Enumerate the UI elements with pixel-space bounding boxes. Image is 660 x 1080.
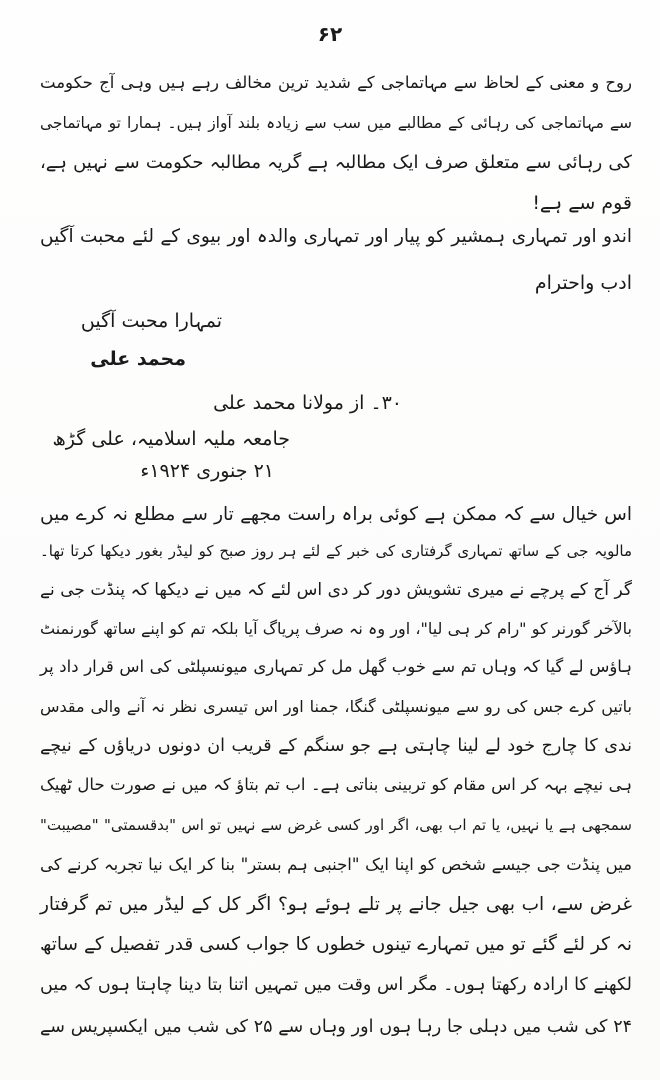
text-line: باتیں کرے جس کی رو سے میونسپلٹی گنگا، جمنا اور اس تیسری نظر نہ آنے والی مقدس	[40, 697, 632, 716]
letter-date: ۲۱ جنوری ۱۹۲۴ء	[140, 460, 274, 482]
signature: محمد علی	[90, 348, 186, 370]
text-line: ادب واحترام	[534, 272, 632, 294]
text-line: بالآخر گورنر کو "رام کر ہی لیا"، اور وہ نہ صرف پریاگ آیا بلکہ تم کو اپنے ساتھ گورنمنٹ	[40, 619, 632, 638]
text-line: سمجھی ہے یا نہیں، یا تم اب بھی، اگر اور کسی غرض سے نہیں تو اس "بدقسمتی" "مصیبت"	[40, 816, 632, 834]
letter-heading: ۳۰۔ از مولانا محمد علی	[213, 392, 402, 414]
text-line: اندو اور تمہاری ہمشیر کو پیار اور تمہاری والدہ اور بیوی کے لئے محبت آگیں	[40, 226, 632, 247]
text-line: کی رہائی سے متعلق صرف ایک مطالبہ ہے گریہ مطالبہ حکومت سے نہیں ہے،	[40, 152, 632, 173]
text-line: روح و معنی کے لحاظ سے مہاتماجی کے شدید ترین مخالف رہے ہیں وہی آج حکومت	[40, 73, 632, 92]
page-number: ۶۲	[317, 22, 343, 46]
text-line: سے مہاتماجی کی رہائی کے مطالبے میں سب سے زیادہ بلند آواز ہیں۔ ہمارا تو مہاتماجی	[40, 114, 632, 132]
text-line: لکھنے کا ارادہ رکھتا ہوں۔ مگر اس وقت میں تمہیں اتنا بتا دینا چاہتا ہوں کہ میں	[40, 975, 632, 995]
sender-address: جامعہ ملیہ اسلامیہ، علی گڑھ	[52, 428, 290, 450]
text-line: اس خیال سے کہ ممکن ہے کوئی براہ راست مجھے تار سے مطلع نہ کرے میں	[40, 504, 632, 525]
text-line: نہ کر لئے گئے تو میں تمہارے تینوں خطوں کا جواب کسی قدر تفصیل کے ساتھ	[40, 934, 632, 955]
text-line: ہی نیچے بہہ کر اس مقام کو تربینی بناتی ہے۔ اب تم بتاؤ کہ میں نے صورت حال ٹھیک	[40, 775, 632, 794]
text-line: میں پنڈت جی جیسے شخص کو اپنا ایک "اجنبی ہم بستر" بنا کر ایک نیا تجربہ کرنے کی	[40, 855, 632, 874]
closing: تمہارا محبت آگیں	[80, 310, 222, 332]
text-line: ندی کا چارج خود لے لینا چاہتی ہے جو سنگم کے قریب ان دونوں دریاؤں کے نیچے	[40, 736, 632, 756]
text-line: ۲۴ کی شب میں دہلی جا رہا ہوں اور وہاں سے ۲۵ کی شب میں ایکسپریس سے	[40, 1017, 632, 1037]
text-line: مالویہ جی کے ساتھ تمہاری گرفتاری کی خبر کے لئے ہر روز صبح کو لیڈر بغور دیکھا کرتا تھا۔	[40, 542, 632, 560]
text-line: غرض سے، اب بھی جیل جانے پر تلے ہوئے ہو؟ اگر کل کے لیڈر میں تم گرفتار	[40, 894, 632, 915]
text-line: گر آج کے پرچے نے میری تشویش دور کر دی اس لئے کہ میں نے دیکھا کہ پنڈت جی نے	[40, 580, 632, 600]
text-line: ہاؤس لے گیا کہ وہاں تم سے خوب گھل مل کر تمہاری میونسپلٹی کی اس قرار داد پر	[40, 657, 632, 676]
text-line: قوم سے ہے!	[532, 192, 632, 214]
